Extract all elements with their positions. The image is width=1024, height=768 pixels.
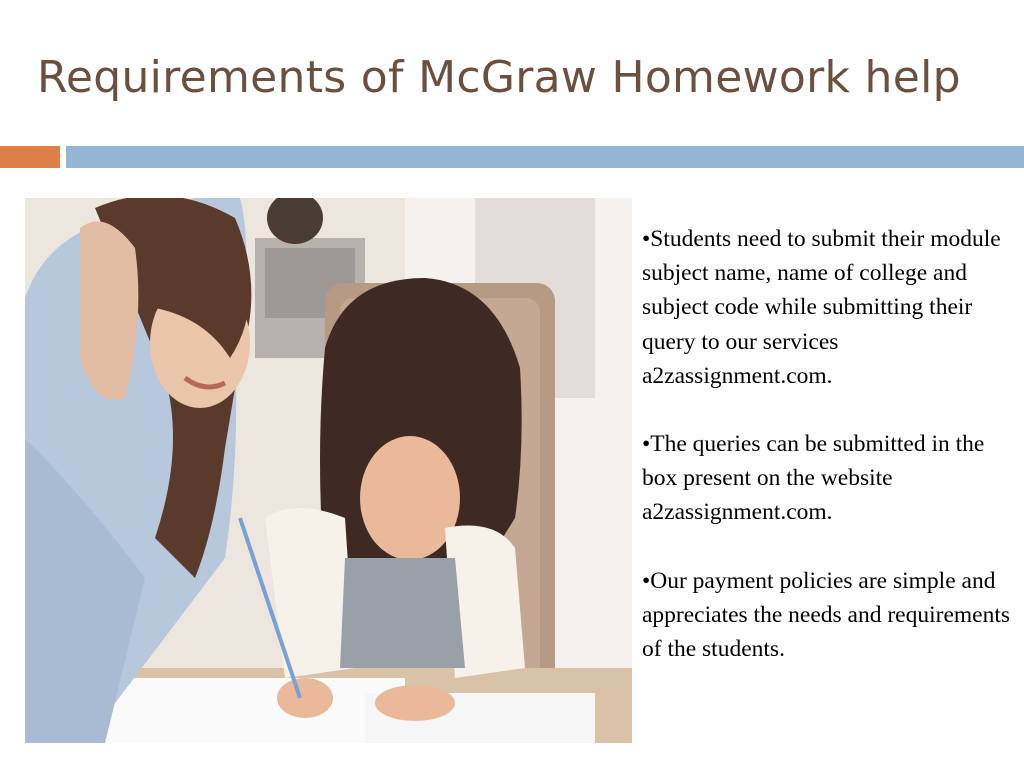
bullet-item-query-box: •The queries can be submitted in the box present on the website a2zassignment.com. [642,431,985,526]
bullet-item-submit-details: •Students need to submit their module subject name, name of college and subject code while submitting their query to our services a2zassignment.com. [642,226,1001,389]
bullet-item-payment-policies: •Our payment policies are simple and appreciates the needs and requirements of the students. [642,567,1011,663]
slide-title: Requirements of McGraw Homework help [37,52,961,103]
photo-mother-daughter-homework [25,198,632,743]
accent-bar-orange [0,146,60,168]
accent-bar-blue [66,146,1024,168]
bullet-list [642,222,1012,700]
